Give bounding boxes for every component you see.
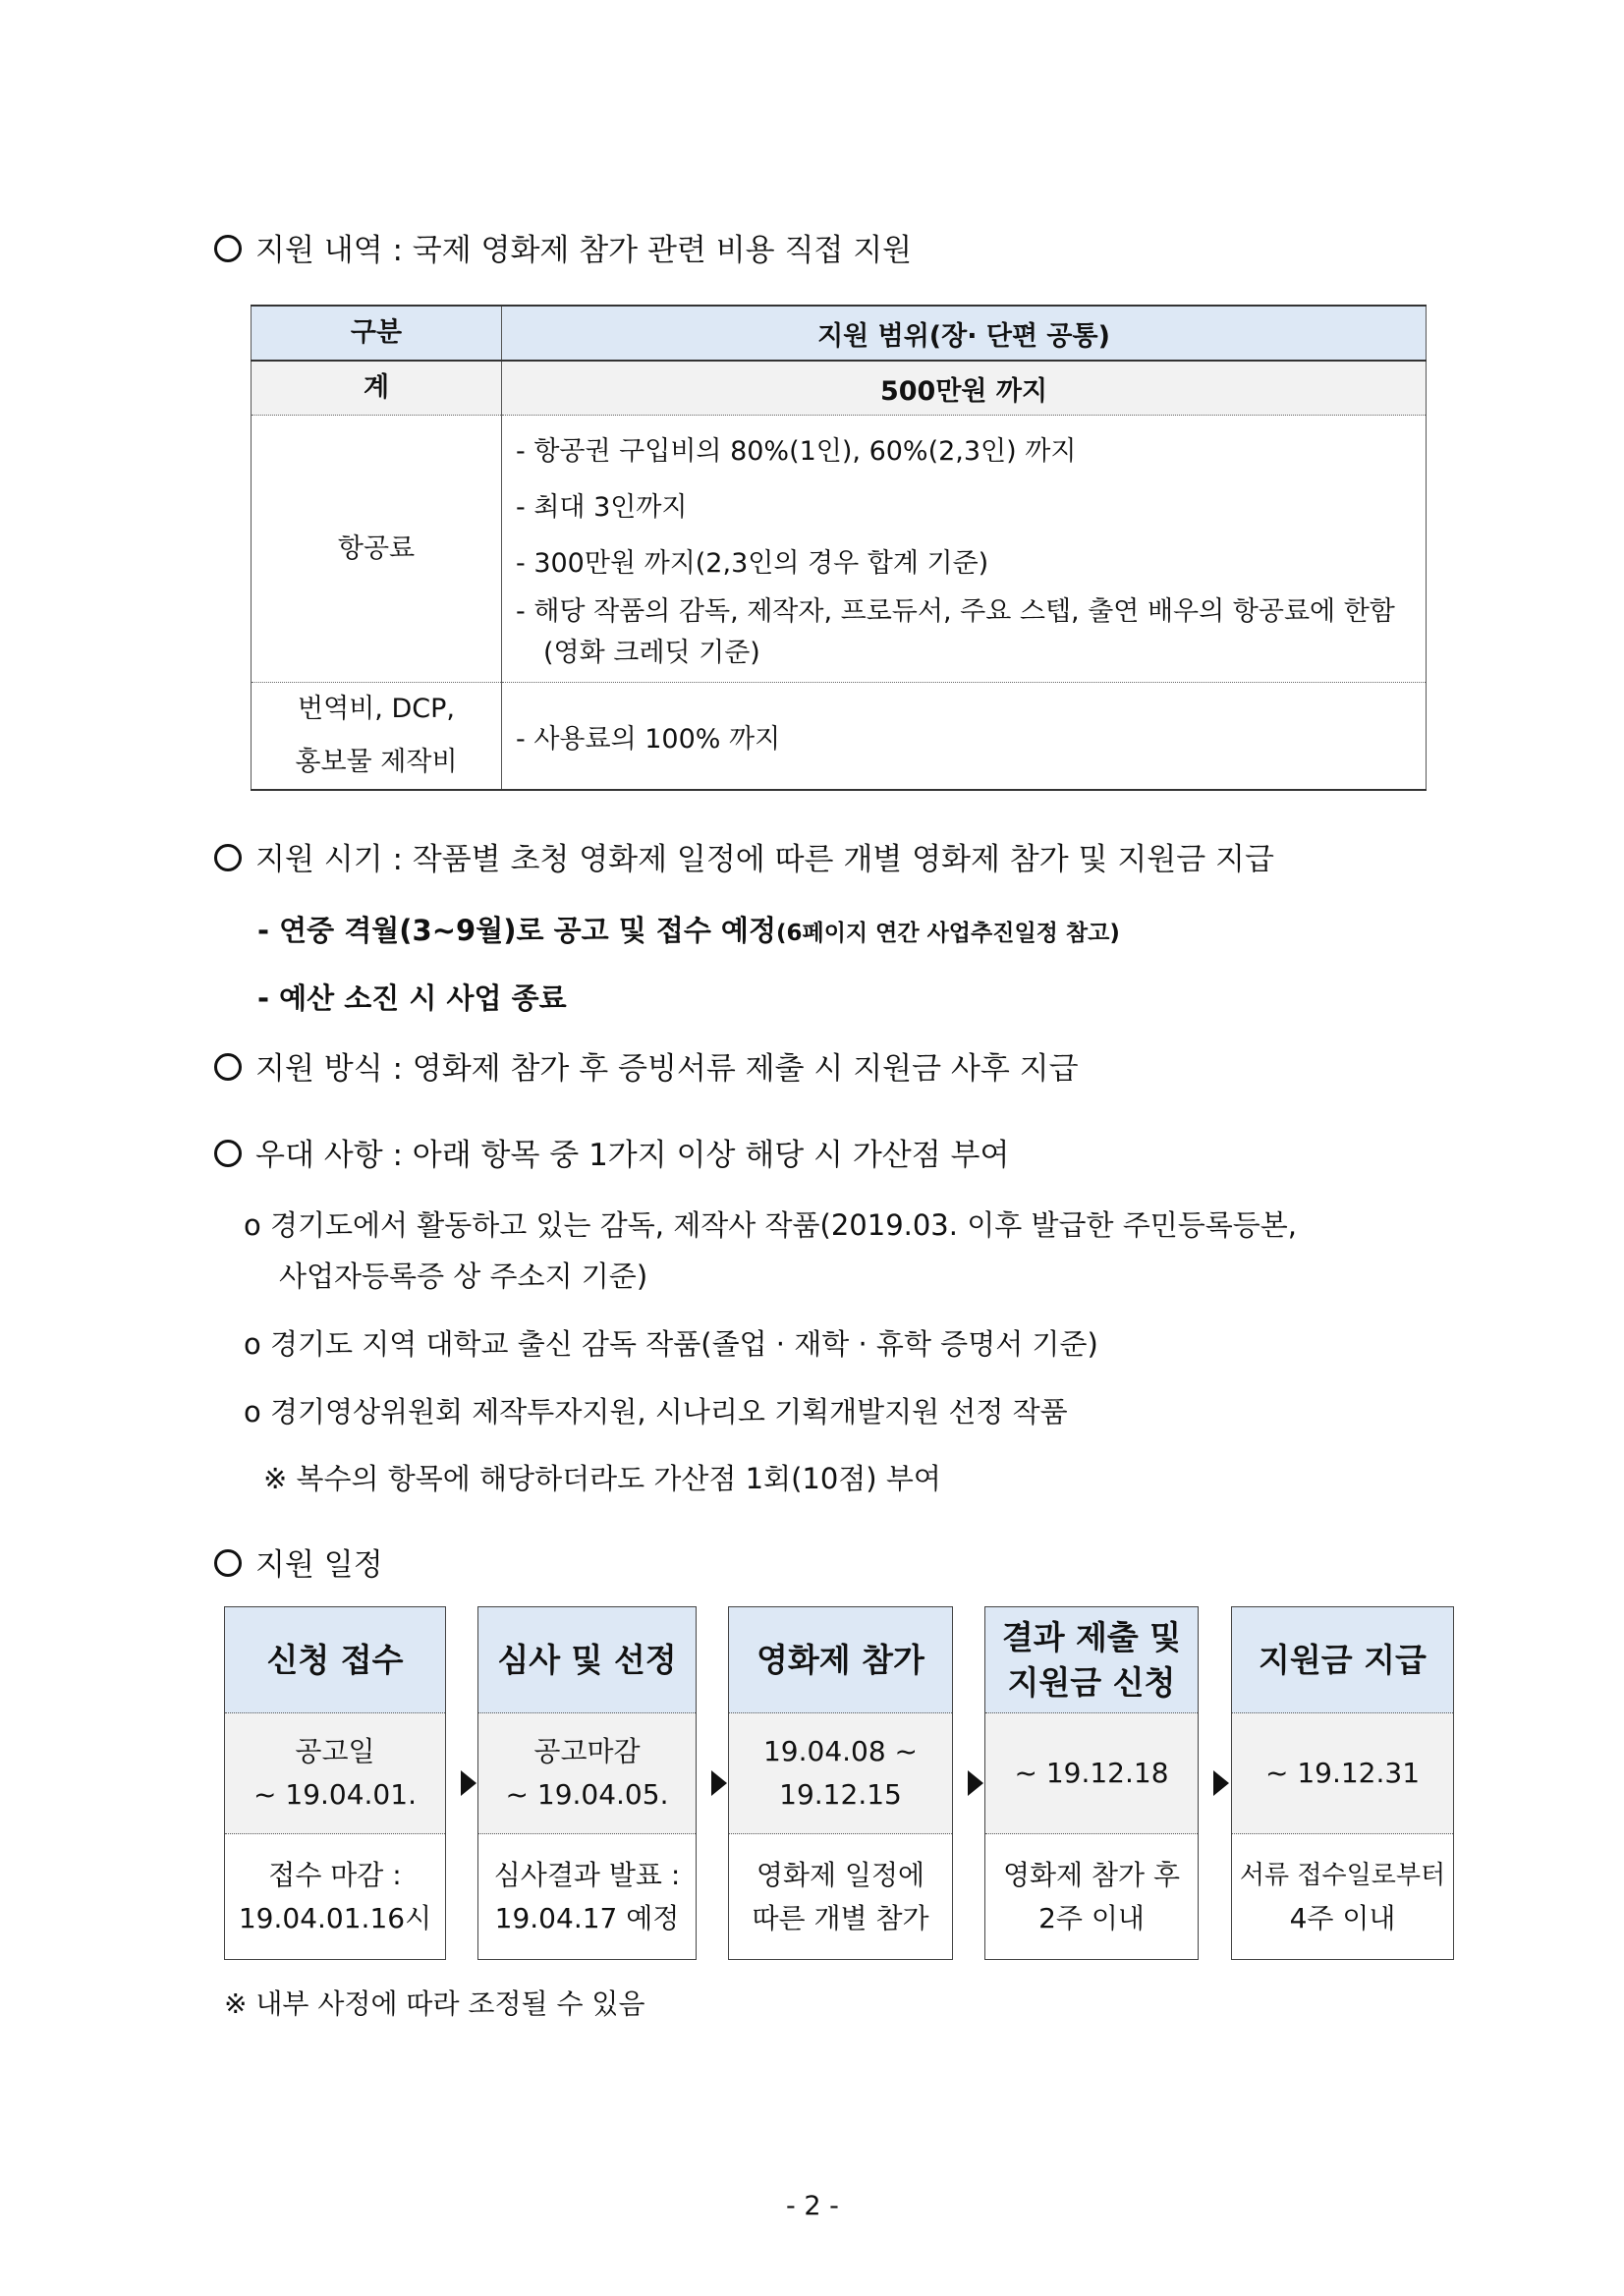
step-date: 공고일 (295, 1735, 375, 1767)
section-text: 지원 일정 (255, 1547, 383, 1583)
airfare-item: - 최대 3인까지 (516, 492, 688, 523)
step-desc: 심사결과 발표 : (493, 1858, 681, 1891)
section-text: 우대 사항 : 아래 항목 중 1가지 이상 해당 시 가산점 부여 (255, 1138, 1010, 1173)
airfare-item: - 항공권 구입비의 80%(1인), 60%(2,3인) 까지 (516, 436, 1077, 467)
total-label: 계 (252, 361, 502, 416)
step-title: 신청 접수 (225, 1607, 445, 1713)
timing-sub-2: - 예산 소진 시 사업 종료 (257, 981, 567, 1015)
step-title: 영화제 참가 (729, 1607, 952, 1713)
arrow-right-icon (1213, 1770, 1229, 1796)
arrow-right-icon (968, 1770, 983, 1796)
step-date: ~ 19.04.05. (505, 1778, 669, 1811)
section-schedule (214, 1545, 383, 1585)
schedule-step (728, 1606, 953, 1960)
step-title: 지원금 신청 (1007, 1662, 1176, 1702)
step-date: 19.04.08 ~ (762, 1735, 919, 1767)
preference-item: o 경기도 지역 대학교 출신 감독 작품(졸업 · 재학 · 휴학 증명서 기준) (244, 1327, 1098, 1361)
step-date: ~ 19.12.18 (1014, 1757, 1169, 1789)
step-title: 결과 제출 및 (1001, 1617, 1182, 1656)
preference-item: o 경기도에서 활동하고 있는 감독, 제작사 작품(2019.03. 이후 발급한 주민등록등본, (244, 1208, 1298, 1242)
section-text: 지원 시기 : 작품별 초청 영화제 일정에 따른 개별 영화제 참가 및 지원금 지급 (255, 842, 1274, 877)
total-value: 500만원 까지 (502, 361, 1427, 416)
step-desc: 영화제 일정에 (756, 1858, 925, 1891)
step-desc: 19.04.17 예정 (494, 1901, 680, 1934)
step-title: 지원금 지급 (1232, 1607, 1453, 1713)
page-number: - 2 - (786, 2191, 839, 2221)
preference-item: o 경기영상위원회 제작투자지원, 시나리오 기획개발지원 선정 작품 (244, 1395, 1068, 1428)
section-support-timing (214, 840, 1274, 879)
step-desc: 접수 마감 : (268, 1858, 402, 1891)
col-header-category: 구분 (252, 306, 502, 361)
etc-value: - 사용료의 100% 까지 (502, 683, 1427, 791)
section-text: 지원 내역 : 국제 영화제 참가 관련 비용 직접 지원 (255, 233, 913, 268)
schedule-step (1231, 1606, 1454, 1960)
section-text: 지원 방식 : 영화제 참가 후 증빙서류 제출 시 지원금 사후 지급 (255, 1051, 1079, 1087)
step-desc: 19.04.01.16시 (238, 1901, 432, 1934)
sub-note: (6페이지 연간 사업추진일정 참고) (775, 921, 1120, 946)
airfare-label: 항공료 (252, 416, 502, 683)
schedule-step (224, 1606, 446, 1960)
support-table (251, 305, 1427, 791)
airfare-item: - 300만원 까지(2,3인의 경우 합계 기준) (516, 548, 989, 579)
etc-label: 홍보물 제작비 (295, 747, 458, 777)
step-desc: 2주 이내 (1038, 1901, 1145, 1934)
step-desc: 4주 이내 (1289, 1901, 1396, 1934)
step-desc: 영화제 참가 후 (1002, 1858, 1181, 1891)
preference-note: ※ 복수의 항목에 해당하더라도 가산점 1회(10점) 부여 (263, 1462, 941, 1495)
step-date: ~ 19.04.01. (253, 1778, 417, 1811)
section-support-details (214, 231, 912, 270)
schedule-note: ※ 내부 사정에 따라 조정될 수 있음 (224, 1988, 645, 2020)
circle-bullet-icon (214, 1140, 242, 1167)
circle-bullet-icon (214, 1053, 242, 1081)
schedule-step (477, 1606, 697, 1960)
timing-sub-1 (257, 911, 1120, 953)
preference-item-cont: 사업자등록증 상 주소지 기준) (279, 1260, 648, 1293)
step-title: 심사 및 선정 (478, 1607, 696, 1713)
col-header-scope: 지원 범위(장· 단편 공통) (502, 306, 1427, 361)
arrow-right-icon (711, 1770, 727, 1796)
schedule-step (984, 1606, 1199, 1960)
sub-text: - 연중 격월(3~9월)로 공고 및 접수 예정 (257, 914, 776, 947)
step-desc: 서류 접수일로부터 (1239, 1860, 1446, 1890)
circle-bullet-icon (214, 235, 242, 262)
airfare-item: - 해당 작품의 감독, 제작자, 프로듀서, 주요 스텝, 출연 배우의 항공료에 한함(영화 크레딧 기준) (516, 596, 1395, 668)
step-date: ~ 19.12.31 (1264, 1757, 1421, 1789)
circle-bullet-icon (214, 844, 242, 871)
step-desc: 따른 개별 참가 (752, 1901, 929, 1934)
etc-label: 번역비, DCP, (298, 694, 455, 724)
section-preferences (214, 1136, 1009, 1175)
section-support-method (214, 1049, 1079, 1089)
circle-bullet-icon (214, 1549, 242, 1577)
arrow-right-icon (461, 1770, 476, 1796)
step-date: 19.12.15 (779, 1778, 902, 1811)
step-date: 공고마감 (533, 1735, 641, 1767)
